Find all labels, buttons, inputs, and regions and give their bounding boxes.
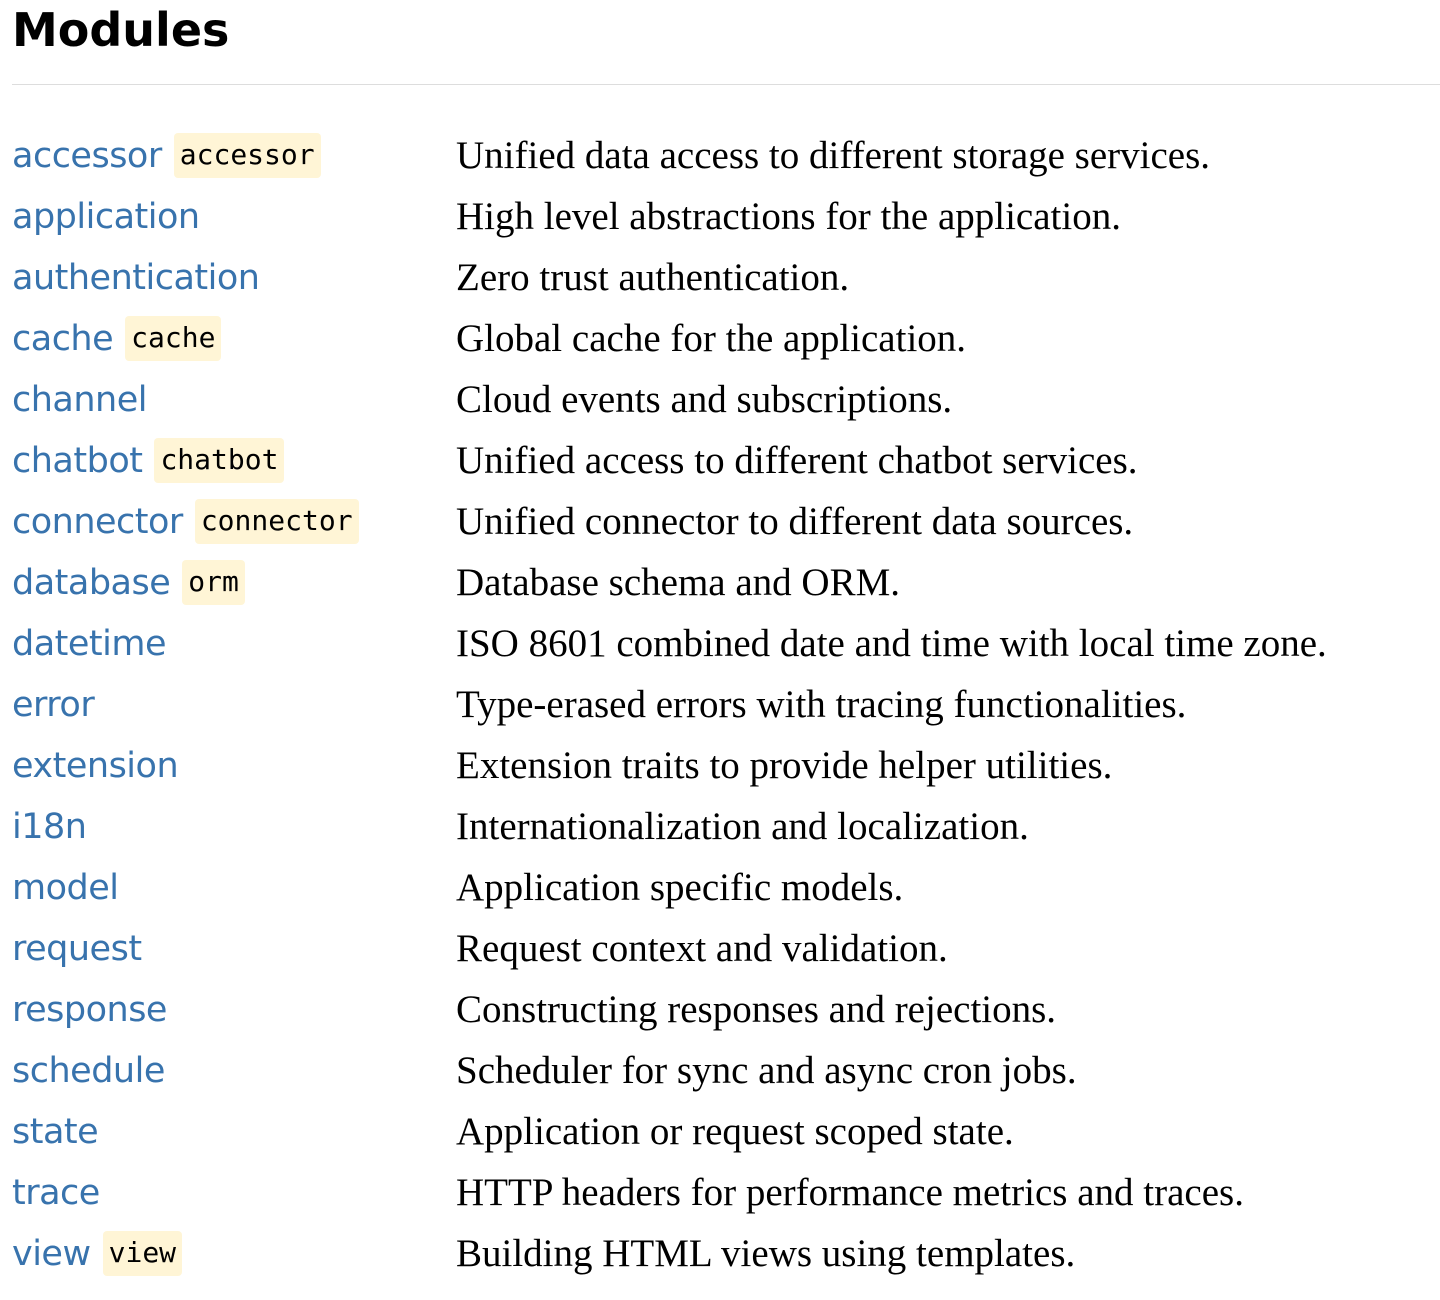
module-row bbox=[12, 613, 1440, 674]
module-link-error[interactable]: error bbox=[12, 684, 95, 725]
module-name-cell bbox=[12, 624, 456, 664]
module-description: High level abstractions for the application. bbox=[456, 195, 1121, 238]
section-title: Modules bbox=[12, 3, 230, 57]
module-description: HTTP headers for performance metrics and traces. bbox=[456, 1171, 1244, 1214]
module-row bbox=[12, 552, 1440, 613]
module-link-channel[interactable]: channel bbox=[12, 379, 147, 420]
module-description: ISO 8601 combined date and time with local time zone. bbox=[456, 622, 1327, 665]
module-row bbox=[12, 247, 1440, 308]
module-name-cell bbox=[12, 560, 456, 605]
module-row bbox=[12, 735, 1440, 796]
module-link-application[interactable]: application bbox=[12, 196, 200, 237]
module-link-request[interactable]: request bbox=[12, 928, 142, 969]
module-row bbox=[12, 491, 1440, 552]
module-link-connector[interactable]: connector bbox=[12, 501, 183, 542]
module-description: Application or request scoped state. bbox=[456, 1110, 1014, 1153]
module-row bbox=[12, 186, 1440, 247]
module-row bbox=[12, 1223, 1440, 1284]
module-link-i18n[interactable]: i18n bbox=[12, 806, 87, 847]
section-divider bbox=[12, 84, 1440, 85]
module-row bbox=[12, 1101, 1440, 1162]
module-row bbox=[12, 918, 1440, 979]
feature-badge-orm: orm bbox=[182, 560, 245, 605]
module-description: Zero trust authentication. bbox=[456, 256, 850, 299]
module-description: Internationalization and localization. bbox=[456, 805, 1029, 848]
module-name-cell bbox=[12, 380, 456, 420]
module-name-cell bbox=[12, 746, 456, 786]
module-name-cell bbox=[12, 1112, 456, 1152]
module-row bbox=[12, 430, 1440, 491]
module-description: Scheduler for sync and async cron jobs. bbox=[456, 1049, 1077, 1092]
module-description: Unified access to different chatbot services. bbox=[456, 439, 1138, 482]
module-description: Type-erased errors with tracing functionalities. bbox=[456, 683, 1187, 726]
module-row bbox=[12, 308, 1440, 369]
feature-badge-accessor: accessor bbox=[174, 133, 321, 178]
module-row bbox=[12, 674, 1440, 735]
module-name-cell bbox=[12, 868, 456, 908]
module-description: Unified data access to different storage services. bbox=[456, 134, 1211, 177]
module-name-cell bbox=[12, 929, 456, 969]
module-description: Extension traits to provide helper utilities. bbox=[456, 744, 1113, 787]
module-link-authentication[interactable]: authentication bbox=[12, 257, 260, 298]
module-description: Request context and validation. bbox=[456, 927, 948, 970]
module-row bbox=[12, 125, 1440, 186]
module-name-cell bbox=[12, 133, 456, 178]
module-row bbox=[12, 369, 1440, 430]
module-name-cell bbox=[12, 499, 456, 544]
module-link-trace[interactable]: trace bbox=[12, 1172, 100, 1213]
module-row bbox=[12, 1040, 1440, 1101]
module-name-cell bbox=[12, 1173, 456, 1213]
module-name-cell bbox=[12, 990, 456, 1030]
module-description: Building HTML views using templates. bbox=[456, 1232, 1076, 1275]
feature-badge-connector: connector bbox=[195, 499, 359, 544]
module-name-cell bbox=[12, 316, 456, 361]
module-link-model[interactable]: model bbox=[12, 867, 119, 908]
module-list bbox=[12, 125, 1440, 1284]
module-row bbox=[12, 1162, 1440, 1223]
feature-badge-cache: cache bbox=[125, 316, 221, 361]
module-link-database[interactable]: database bbox=[12, 562, 171, 603]
module-link-response[interactable]: response bbox=[12, 989, 167, 1030]
module-row bbox=[12, 857, 1440, 918]
feature-badge-chatbot: chatbot bbox=[154, 438, 284, 483]
module-description: Cloud events and subscriptions. bbox=[456, 378, 953, 421]
module-link-schedule[interactable]: schedule bbox=[12, 1050, 165, 1091]
feature-badge-view: view bbox=[103, 1231, 182, 1276]
module-link-extension[interactable]: extension bbox=[12, 745, 179, 786]
module-description: Unified connector to different data sources. bbox=[456, 500, 1134, 543]
module-link-datetime[interactable]: datetime bbox=[12, 623, 166, 664]
module-link-chatbot[interactable]: chatbot bbox=[12, 440, 143, 481]
module-link-cache[interactable]: cache bbox=[12, 318, 114, 359]
modules-section bbox=[12, 0, 1440, 1284]
module-link-state[interactable]: state bbox=[12, 1111, 99, 1152]
module-name-cell bbox=[12, 1051, 456, 1091]
module-description: Global cache for the application. bbox=[456, 317, 967, 360]
module-description: Constructing responses and rejections. bbox=[456, 988, 1057, 1031]
module-name-cell bbox=[12, 1231, 456, 1276]
module-description: Database schema and ORM. bbox=[456, 561, 901, 604]
module-name-cell bbox=[12, 258, 456, 298]
module-name-cell bbox=[12, 807, 456, 847]
module-name-cell bbox=[12, 438, 456, 483]
module-description: Application specific models. bbox=[456, 866, 904, 909]
module-name-cell bbox=[12, 197, 456, 237]
module-link-accessor[interactable]: accessor bbox=[12, 135, 162, 176]
module-row bbox=[12, 979, 1440, 1040]
module-row bbox=[12, 796, 1440, 857]
module-name-cell bbox=[12, 685, 456, 725]
module-link-view[interactable]: view bbox=[12, 1233, 91, 1274]
